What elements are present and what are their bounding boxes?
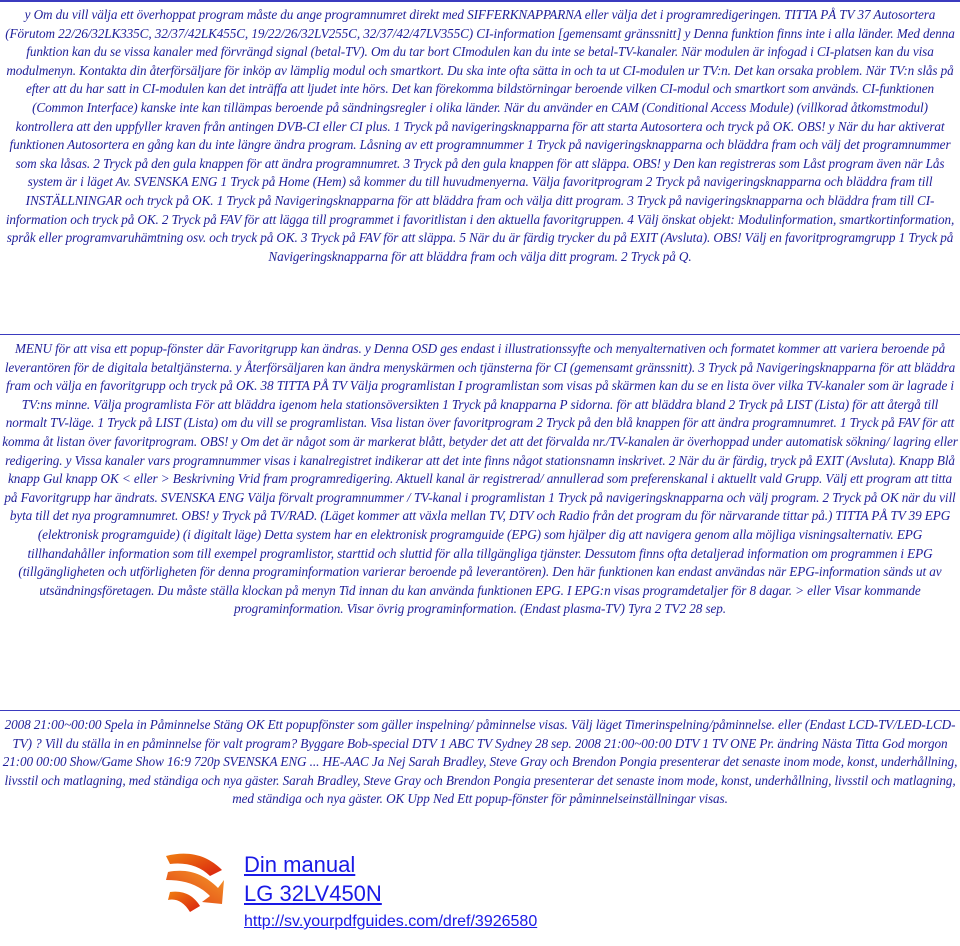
footer-links <box>244 850 537 935</box>
text-block-3: 2008 21:00~00:00 Spela in Påminnelse Stäng OK Ett popupfönster som gäller inspelning/ påminnelse visas. Välj läget Timerinspelning/påminnelse. eller (Endast LCD-TV/LED-LCD-TV) ? Vill du ställa in en påminnelse för valt program? Byggare Bob-special DTV 1 ABC TV Sydney 28 sep. 2008 21:00~00:00 DTV 1 TV ONE Pr. ändring Nästa Titta God morgon 21:00 00:00 Show/Game Show 16:9 720p SVENSKA ENG ... HE-AAC Ja Nej Sarah Bradley, Steve Gray och Brendon Pongia presenterar det senaste inom mode, konst, underhållning, livsstil och matlagning, med ständiga och nya gäster. Sarah Bradley, Steve Gray och Brendon Pongia presenterar det senaste inom mode, konst, underhållning, livsstil och matlagning, med ständiga och nya gäster. OK Upp Ned Ett popup-fönster för påminnelseinställningar visas. <box>2 717 958 807</box>
manual-url-link[interactable]: http://sv.yourpdfguides.com/dref/3926580 <box>244 913 538 930</box>
section-divider-1 <box>0 334 960 335</box>
manual-link[interactable]: Din manual <box>244 852 356 877</box>
top-border <box>0 0 960 2</box>
section-divider-2 <box>0 710 960 711</box>
text-block-2: MENU för att visa ett popup-fönster där Favoritgrupp kan ändras. y Denna OSD ges endast i illustrationssyfte och menyalternativen och formatet kommer att variera beroende på leverantören för de digitala betaltjänsterna. y Återförsäljaren kan ändra menyskärmen och tjänsterna för CI (gemensamt gränssnitt). 3 Tryck på Navigeringsknapparna för att bläddra fram och välja en favoritgrupp och tryck på OK. 38 TITTA PÅ TV Välja programlistan I programlistan som visas på skärmen kan du se en lista över vilka TV-kanaler som är lagrade i TV:ns minne. Välja programlista För att bläddra igenom hela stationsöversikten 1 Tryck på knapparna P sidorna. för att bläddra bland 2 Tryck på LIST (Lista) för att återgå till normalt TV-läge. 1 Tryck på LIST (Lista) om du vill se programlistan. Visa listan över favoritprogram 2 Tryck på den blå knappen för att ändra programnumret. 1 Tryck på FAV för att komma åt listan över favoritprogram. OBS! y Om det är något som är markerat blått, betyder det att det förvalda nr./TV-kanalen är överhoppad under automatisk sökning/ lagring eller redigering. y Vissa kanaler vars programnummer visas i kanalregistret indikerar att det inte finns något stationsnamn inskrivet. 2 När du är färdig, tryck på EXIT (Avsluta). Knapp Blå knapp Gul knapp OK < eller > Beskrivning Vrid fram programredigering. Aktuell kanal är registrerad/ annullerad som preferenskanal i aktuellt vald Grupp. Välj ett program att titta på Favoritgrupp har ändrats. SVENSKA ENG Välja förvalt programnummer / TV-kanal i programlistan 1 Tryck på navigeringsknapparna och välj program. 2 Tryck på OK när du vill byta till det nya programnumret. OBS! y Tryck på TV/RAD. (Läget kommer att växla mellan TV, DTV och Radio från det program du för närvarande tittar på.) TITTA PÅ TV 39 EPG (elektronisk programguide) (i digitalt läge) Detta system har en elektronisk programguide (EPG) som hjälper dig att navigera genom alla möjliga visningsalternativ. EPG tillhandahåller information som till exempel programlistor, starttid och sluttid för alla tillgängliga tjänster. Dessutom finns ofta detaljerad information om programmen i EPG (tillgängligheten och utförligheten för denna programinformation varierar beroende på leverantören). Den här funktionen kan endast användas när EPG-information sänds ut av utsändningsföretagen. Du måste ställa klockan på menyn Tid innan du kan använda funktionen EPG. I EPG:n visas programdetaljer för 8 dagar. > eller Visar kommande programinformation. Visar övrig programinformation. (Endast plasma-TV) Tyra 2 TV2 28 sep. <box>2 341 958 617</box>
product-link[interactable]: LG 32LV450N <box>244 881 382 906</box>
text-block-1: y Om du vill välja ett överhoppat program måste du ange programnumret direkt med SIFFERKNAPPARNA eller välja det i programredigeringen. TITTA PÅ TV 37 Autosortera (Förutom 22/26/32LK335C, 32/37/42LK455C, 19/22/26/32LV255C, 32/37/42/47LV355C) CI-information [gemensamt gränssnitt] y Denna funktion finns inte i alla länder. Med denna funktion kan du se vissa kanaler med förvrängd signal (betal-TV). Om du tar bort CImodulen kan du inte se betal-TV-kanaler. När modulen är infogad i CI-platsen kan du visa modulmenyn. Kontakta din återförsäljare för inköp av lämplig modul och smartkort. Du ska inte ofta sätta in och ta ut CI-modulen ur TV:n. Det kan orsaka problem. När TV:n slås på efter att du har satt in CI-modulen kan det inträffa att ljudet inte hörs. Det kan förekomma bildstörningar beroende vilken CI-modul och smartkort som används. CI-funktionen (Common Interface) kanske inte kan tillämpas beroende på sändningsregler i olika länder. När du använder en CAM (Conditional Access Module) (villkorad åtkomstmodul) kontrollera att den uppfyller kraven från antingen DVB-CI eller CI plus. 1 Tryck på navigeringsknapparna för att starta Autosortera och tryck på OK. OBS! y När du har aktiverat funktionen Autosortera en gång kan du inte längre ändra program. Låsning av ett programnummer 1 Tryck på navigeringsknapparna och bläddra fram och välj det programnummer som ska låsas. 2 Tryck på den gula knappen för att ändra programnumret. 3 Tryck på den gula knappen för att släppa. OBS! y Den kan registreras som Låst program även när Lås system är i läget Av. SVENSKA ENG 1 Tryck på Home (Hem) så kommer du till huvudmenyerna. Välja favoritprogram 2 Tryck på navigeringsknapparna och bläddra fram till INSTÄLLNINGAR och tryck på OK. 1 Tryck på Navigeringsknapparna för att bläddra fram och välja ditt program. 3 Tryck på navigeringsknapparna och bläddra fram till CI-information och tryck på OK. 2 Tryck på FAV för att lägga till programmet i favoritlistan i den aktuella favoritgruppen. 4 Välj önskat objekt: Modulinformation, smartkortinformation, språk eller programvaruhämtning osv. och tryck på OK. 3 Tryck på FAV för att släppa. 5 När du är färdig trycker du på EXIT (Avsluta). OBS! Välj en favoritprogramgrupp 1 Tryck på Navigeringsknapparna för att bläddra fram och välja ditt program. 2 Tryck på Q. <box>5 7 955 264</box>
pdf-guide-logo-icon <box>160 846 232 918</box>
